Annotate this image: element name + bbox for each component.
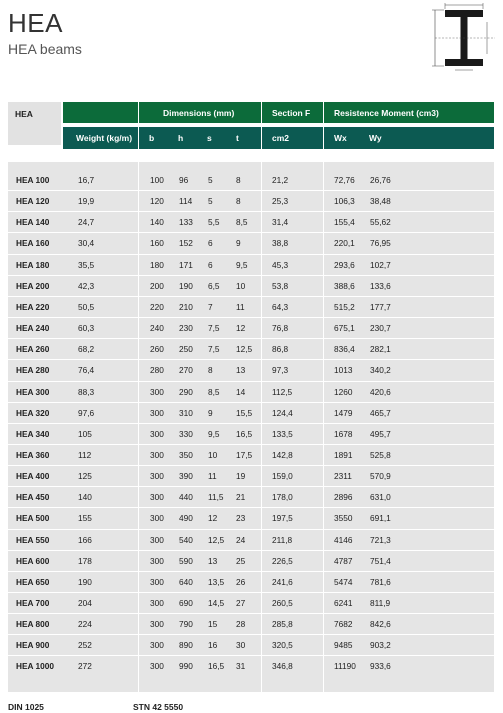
cell-h: 114 xyxy=(179,196,193,207)
cell-t: 25 xyxy=(236,555,246,566)
cell-s: 7,5 xyxy=(208,323,220,334)
cell-t: 30 xyxy=(236,640,246,651)
cell-h: 290 xyxy=(179,386,193,397)
cell-b: 160 xyxy=(150,238,164,249)
cell-wx: 6241 xyxy=(334,598,353,608)
cell-h: 390 xyxy=(179,471,193,482)
cell-weight: 24,7 xyxy=(78,217,95,228)
header-moment-label: Resistence Moment (cm3) xyxy=(334,107,439,118)
cell-s: 14,5 xyxy=(208,598,225,608)
cell-s: 6 xyxy=(208,259,213,270)
table-row xyxy=(8,614,494,635)
cell-wy: 133,6 xyxy=(370,280,391,291)
cell-t: 19 xyxy=(236,471,246,482)
cell-b: 300 xyxy=(150,534,164,545)
table-row xyxy=(8,255,494,276)
cell-name: HEA 200 xyxy=(16,280,50,291)
cell-name: HEA 160 xyxy=(16,238,50,249)
table-row xyxy=(8,276,494,297)
cell-name: HEA 240 xyxy=(16,323,50,334)
cell-s: 12,5 xyxy=(208,534,225,545)
cell-b: 300 xyxy=(150,386,164,397)
cell-wy: 781,6 xyxy=(370,576,391,587)
cell-s: 5,5 xyxy=(208,217,220,228)
cell-wx: 1260 xyxy=(334,386,353,397)
cell-weight: 252 xyxy=(78,640,92,651)
cell-t: 10 xyxy=(236,280,246,291)
cell-section: 285,8 xyxy=(272,619,293,630)
cell-name: HEA 340 xyxy=(16,428,50,439)
table-row xyxy=(8,297,494,318)
cell-section: 241,6 xyxy=(272,576,293,587)
cell-name: HEA 360 xyxy=(16,449,50,460)
cell-section: 124,4 xyxy=(272,407,293,418)
cell-b: 300 xyxy=(150,555,164,566)
row-divider xyxy=(8,529,494,530)
cell-wx: 9485 xyxy=(334,640,353,651)
header-moment xyxy=(324,102,494,123)
cell-h: 990 xyxy=(179,661,193,672)
cell-weight: 16,7 xyxy=(78,175,95,185)
cell-section: 112,5 xyxy=(272,386,293,397)
cell-s: 6,5 xyxy=(208,280,220,291)
row-divider xyxy=(8,402,494,403)
table-row xyxy=(8,191,494,212)
cell-weight: 204 xyxy=(78,598,92,608)
cell-h: 690 xyxy=(179,598,193,608)
cell-wx: 11190 xyxy=(334,661,356,672)
cell-s: 9,5 xyxy=(208,428,220,439)
cell-s: 8 xyxy=(208,365,213,376)
cell-t: 27 xyxy=(236,598,246,608)
row-divider xyxy=(8,571,494,572)
table-row xyxy=(8,572,494,593)
cell-s: 13 xyxy=(208,555,218,566)
cell-wx: 7682 xyxy=(334,619,353,630)
cell-wy: 751,4 xyxy=(370,555,391,566)
cell-section: 320,5 xyxy=(272,640,293,651)
cell-s: 12 xyxy=(208,513,218,524)
cell-h: 790 xyxy=(179,619,193,630)
cell-h: 440 xyxy=(179,492,193,503)
cell-b: 140 xyxy=(150,217,164,228)
i-beam-diagram-icon xyxy=(415,2,497,74)
row-divider xyxy=(8,338,494,339)
cell-t: 24 xyxy=(236,534,246,545)
cell-h: 152 xyxy=(179,238,193,249)
cell-weight: 88,3 xyxy=(78,386,95,397)
cell-t: 11 xyxy=(236,301,245,312)
cell-weight: 105 xyxy=(78,428,92,439)
cell-h: 350 xyxy=(179,449,193,460)
row-divider xyxy=(8,465,494,466)
cell-wx: 1479 xyxy=(334,407,353,418)
cell-s: 7,5 xyxy=(208,344,220,355)
cell-h: 590 xyxy=(179,555,193,566)
cell-h: 270 xyxy=(179,365,193,376)
cell-s: 16,5 xyxy=(208,661,225,672)
cell-wy: 525,8 xyxy=(370,449,391,460)
cell-s: 5 xyxy=(208,175,213,185)
cell-weight: 272 xyxy=(78,661,92,672)
cell-wy: 420,6 xyxy=(370,386,391,397)
cell-section: 21,2 xyxy=(272,175,289,185)
corner-header xyxy=(8,102,61,145)
cell-weight: 178 xyxy=(78,555,92,566)
subheader-moment xyxy=(324,127,494,149)
row-divider xyxy=(8,655,494,656)
cell-section: 211,8 xyxy=(272,534,293,545)
header-dimensions xyxy=(139,102,261,123)
cell-name: HEA 700 xyxy=(16,598,50,608)
cell-wx: 1891 xyxy=(334,449,353,460)
cell-wy: 691,1 xyxy=(370,513,391,524)
cell-wy: 26,76 xyxy=(370,175,391,185)
cell-name: HEA 1000 xyxy=(16,661,54,672)
row-divider xyxy=(8,423,494,424)
table-row xyxy=(8,360,494,381)
cell-b: 300 xyxy=(150,619,164,630)
cell-section: 38,8 xyxy=(272,238,289,249)
cell-wy: 55,62 xyxy=(370,217,391,228)
row-divider xyxy=(8,211,494,212)
cell-t: 8,5 xyxy=(236,217,248,228)
table-row xyxy=(8,382,494,403)
cell-wx: 2896 xyxy=(334,492,353,503)
cell-b: 100 xyxy=(150,175,164,185)
cell-wx: 2311 xyxy=(334,471,352,482)
cell-weight: 155 xyxy=(78,513,92,524)
cell-t: 15,5 xyxy=(236,407,253,418)
cell-b: 200 xyxy=(150,280,164,291)
cell-s: 5 xyxy=(208,196,213,207)
cell-b: 300 xyxy=(150,492,164,503)
subheader-t-label: t xyxy=(236,133,239,143)
cell-name: HEA 650 xyxy=(16,576,50,587)
row-divider xyxy=(8,190,494,191)
cell-s: 11 xyxy=(208,471,217,482)
table-row xyxy=(8,339,494,360)
cell-section: 64,3 xyxy=(272,301,289,312)
cell-h: 330 xyxy=(179,428,193,439)
cell-section: 178,0 xyxy=(272,492,293,503)
cell-t: 8 xyxy=(236,196,241,207)
cell-name: HEA 100 xyxy=(16,175,50,185)
page-title: HEA xyxy=(8,8,63,38)
cell-name: HEA 320 xyxy=(16,407,50,418)
cell-b: 240 xyxy=(150,323,164,334)
cell-wx: 1013 xyxy=(334,365,353,376)
cell-h: 190 xyxy=(179,280,193,291)
cell-wy: 903,2 xyxy=(370,640,391,651)
cell-t: 12 xyxy=(236,323,246,334)
cell-b: 300 xyxy=(150,428,164,439)
cell-name: HEA 300 xyxy=(16,386,50,397)
subheader-wy-label: Wy xyxy=(369,133,382,143)
cell-t: 9 xyxy=(236,238,241,249)
cell-weight: 35,5 xyxy=(78,259,95,270)
cell-name: HEA 400 xyxy=(16,471,50,482)
cell-wx: 3550 xyxy=(334,513,353,524)
cell-name: HEA 800 xyxy=(16,619,50,630)
row-divider xyxy=(8,592,494,593)
cell-t: 28 xyxy=(236,619,246,630)
cell-section: 45,3 xyxy=(272,259,289,270)
cell-s: 15 xyxy=(208,619,218,630)
cell-s: 16 xyxy=(208,640,218,651)
cell-section: 133,5 xyxy=(272,428,293,439)
cell-section: 346,8 xyxy=(272,661,293,672)
cell-wy: 465,7 xyxy=(370,407,391,418)
cell-h: 133 xyxy=(179,217,193,228)
cell-wx: 4146 xyxy=(334,534,353,545)
cell-section: 86,8 xyxy=(272,344,289,355)
cell-name: HEA 180 xyxy=(16,259,50,270)
cell-t: 12,5 xyxy=(236,344,253,355)
cell-b: 300 xyxy=(150,640,164,651)
cell-t: 13 xyxy=(236,365,246,376)
cell-t: 16,5 xyxy=(236,428,253,439)
cell-wx: 72,76 xyxy=(334,175,355,185)
cell-section: 260,5 xyxy=(272,598,293,608)
cell-b: 300 xyxy=(150,513,164,524)
cell-t: 21 xyxy=(236,492,246,503)
cell-weight: 50,5 xyxy=(78,301,95,312)
cell-name: HEA 140 xyxy=(16,217,50,228)
cell-b: 300 xyxy=(150,471,164,482)
cell-h: 230 xyxy=(179,323,193,334)
corner-header-label: HEA xyxy=(15,109,33,119)
cell-weight: 112 xyxy=(78,449,92,460)
cell-name: HEA 500 xyxy=(16,513,50,524)
row-divider xyxy=(8,296,494,297)
cell-h: 250 xyxy=(179,344,193,355)
table-row xyxy=(8,656,494,677)
cell-b: 300 xyxy=(150,576,164,587)
cell-t: 8 xyxy=(236,175,241,185)
cell-section: 53,8 xyxy=(272,280,289,291)
row-divider xyxy=(8,634,494,635)
cell-wy: 570,9 xyxy=(370,471,391,482)
table-row xyxy=(8,551,494,572)
cell-b: 300 xyxy=(150,449,164,460)
subheader-area-label: cm2 xyxy=(272,133,290,143)
cell-wx: 836,4 xyxy=(334,344,355,355)
cell-t: 23 xyxy=(236,513,246,524)
cell-h: 96 xyxy=(179,175,189,185)
cell-weight: 97,6 xyxy=(78,407,95,418)
cell-name: HEA 260 xyxy=(16,344,50,355)
table-row xyxy=(8,233,494,254)
cell-wy: 102,7 xyxy=(370,259,391,270)
cell-weight: 68,2 xyxy=(78,344,95,355)
header-section-label: Section F xyxy=(272,107,311,118)
table-row xyxy=(8,487,494,508)
cell-s: 9 xyxy=(208,407,213,418)
cell-section: 97,3 xyxy=(272,365,289,376)
cell-wy: 38,48 xyxy=(370,196,391,207)
cell-wx: 293,6 xyxy=(334,259,355,270)
cell-section: 25,3 xyxy=(272,196,289,207)
cell-t: 26 xyxy=(236,576,246,587)
subheader-weight xyxy=(63,127,138,149)
cell-wy: 631,0 xyxy=(370,492,391,503)
row-divider xyxy=(8,444,494,445)
table-row xyxy=(8,170,494,191)
cell-wx: 155,4 xyxy=(334,217,355,228)
table-row xyxy=(8,466,494,487)
row-divider xyxy=(8,275,494,276)
subheader-dimensions xyxy=(139,127,261,149)
subheader-h-label: h xyxy=(178,133,184,143)
cell-wx: 515,2 xyxy=(334,301,355,312)
row-divider xyxy=(8,359,494,360)
cell-wy: 230,7 xyxy=(370,323,391,334)
cell-wy: 76,95 xyxy=(370,238,391,249)
cell-b: 300 xyxy=(150,407,164,418)
row-divider xyxy=(8,613,494,614)
cell-b: 120 xyxy=(150,196,164,207)
cell-name: HEA 900 xyxy=(16,640,50,651)
header-dimensions-label: Dimensions (mm) xyxy=(163,107,235,118)
cell-b: 300 xyxy=(150,598,164,608)
table-row xyxy=(8,212,494,233)
cell-section: 226,5 xyxy=(272,555,293,566)
cell-h: 540 xyxy=(179,534,193,545)
cell-section: 159,0 xyxy=(272,471,293,482)
cell-s: 7 xyxy=(208,301,213,312)
header-section xyxy=(262,102,323,123)
row-divider xyxy=(8,317,494,318)
table-row xyxy=(8,318,494,339)
cell-t: 17,5 xyxy=(236,449,253,460)
cell-wy: 811,9 xyxy=(370,598,391,608)
cell-wx: 388,6 xyxy=(334,280,355,291)
cell-weight: 166 xyxy=(78,534,92,545)
cell-name: HEA 120 xyxy=(16,196,50,207)
cell-wx: 106,3 xyxy=(334,196,355,207)
cell-wy: 933,6 xyxy=(370,661,391,672)
cell-t: 9,5 xyxy=(236,259,248,270)
cell-weight: 60,3 xyxy=(78,323,95,334)
cell-s: 8,5 xyxy=(208,386,220,397)
table-row xyxy=(8,530,494,551)
row-divider xyxy=(8,381,494,382)
cell-h: 640 xyxy=(179,576,193,587)
table-row xyxy=(8,403,494,424)
cell-weight: 140 xyxy=(78,492,92,503)
cell-h: 171 xyxy=(179,259,193,270)
cell-section: 142,8 xyxy=(272,449,293,460)
cell-s: 13,5 xyxy=(208,576,225,587)
cell-weight: 42,3 xyxy=(78,280,95,291)
cell-wy: 177,7 xyxy=(370,301,391,312)
cell-b: 280 xyxy=(150,365,164,376)
cell-name: HEA 220 xyxy=(16,301,50,312)
row-divider xyxy=(8,254,494,255)
cell-s: 6 xyxy=(208,238,213,249)
row-divider xyxy=(8,486,494,487)
cell-wx: 675,1 xyxy=(334,323,355,334)
subheader-weight-label: Weight (kg/m) xyxy=(76,133,133,143)
cell-t: 31 xyxy=(236,661,246,672)
table-row xyxy=(8,508,494,529)
standard-din: DIN 1025 xyxy=(8,702,44,712)
table-row xyxy=(8,445,494,466)
cell-s: 11,5 xyxy=(208,492,224,503)
subheader-section xyxy=(262,127,323,149)
cell-section: 76,8 xyxy=(272,323,289,334)
cell-h: 310 xyxy=(179,407,193,418)
cell-name: HEA 450 xyxy=(16,492,50,503)
cell-weight: 224 xyxy=(78,619,92,630)
table-row xyxy=(8,424,494,445)
cell-wx: 220,1 xyxy=(334,238,355,249)
cell-h: 490 xyxy=(179,513,193,524)
cell-weight: 190 xyxy=(78,576,92,587)
page-subtitle: HEA beams xyxy=(8,41,82,57)
cell-wx: 4787 xyxy=(334,555,353,566)
cell-weight: 19,9 xyxy=(78,196,95,207)
cell-wy: 842,6 xyxy=(370,619,391,630)
cell-b: 180 xyxy=(150,259,164,270)
cell-weight: 30,4 xyxy=(78,238,95,249)
cell-wy: 282,1 xyxy=(370,344,391,355)
cell-name: HEA 600 xyxy=(16,555,50,566)
cell-s: 10 xyxy=(208,449,218,460)
cell-weight: 125 xyxy=(78,471,92,482)
cell-section: 31,4 xyxy=(272,217,289,228)
subheader-s-label: s xyxy=(207,133,212,143)
cell-wx: 1678 xyxy=(334,428,353,439)
cell-t: 14 xyxy=(236,386,246,397)
cell-wy: 495,7 xyxy=(370,428,391,439)
header-left-blank xyxy=(63,102,138,123)
cell-b: 220 xyxy=(150,301,164,312)
cell-b: 300 xyxy=(150,661,164,672)
cell-section: 197,5 xyxy=(272,513,293,524)
cell-h: 890 xyxy=(179,640,193,651)
row-divider xyxy=(8,550,494,551)
cell-wx: 5474 xyxy=(334,576,353,587)
table-row xyxy=(8,593,494,614)
cell-wy: 721,3 xyxy=(370,534,391,545)
cell-name: HEA 280 xyxy=(16,365,50,376)
table-row xyxy=(8,635,494,656)
subheader-wx-label: Wx xyxy=(334,133,347,143)
row-divider xyxy=(8,507,494,508)
cell-b: 260 xyxy=(150,344,164,355)
row-divider xyxy=(8,232,494,233)
cell-wy: 340,2 xyxy=(370,365,391,376)
standard-stn: STN 42 5550 xyxy=(133,702,184,712)
cell-h: 210 xyxy=(179,301,193,312)
cell-weight: 76,4 xyxy=(78,365,95,376)
subheader-b-label: b xyxy=(149,133,155,143)
cell-name: HEA 550 xyxy=(16,534,50,545)
